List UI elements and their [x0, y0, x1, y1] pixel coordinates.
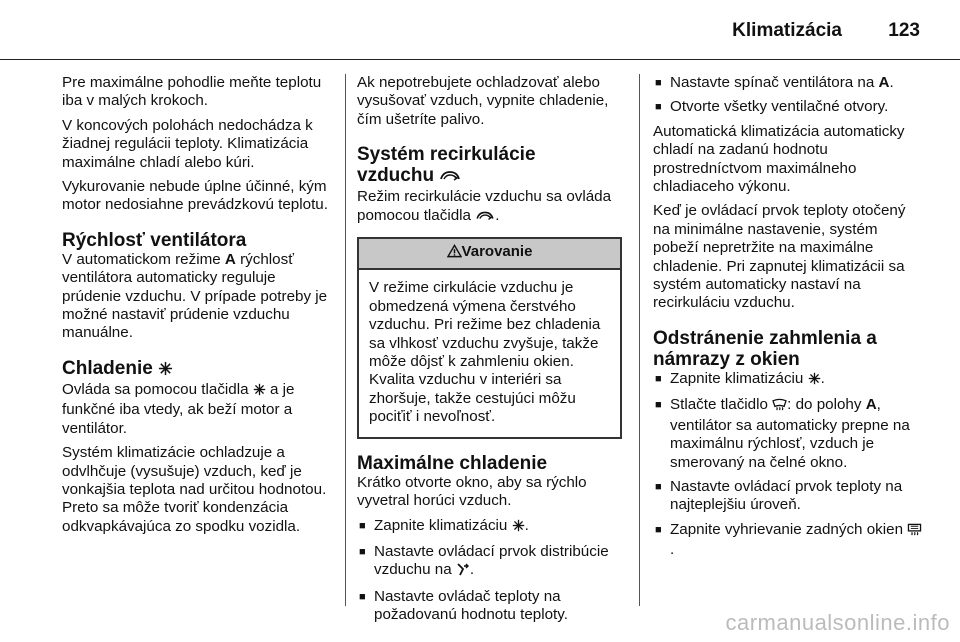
column-divider — [639, 74, 640, 606]
list-item: ■ Nastavte ovládací prvok teploty na najteplejšiu úroveň. — [655, 477, 903, 514]
list-item: ■ Zapnite vyhrievanie zadných okien . — [653, 521, 923, 560]
section-heading-recirculation: Systém recirkulácie vzduchu — [357, 144, 536, 187]
snowflake-icon — [512, 519, 525, 537]
paragraph: Pre maximálne pohodlie meňte teplotu iba v malých krokoch. — [62, 74, 322, 110]
warning-header: Varovanie — [359, 239, 620, 270]
snowflake-icon — [253, 383, 266, 401]
watermark: carmanualsonline.info — [725, 610, 950, 635]
header-rule — [0, 59, 960, 60]
paragraph: Režim recirkulácie vzduchu sa ovláda pomocou tlačidla . — [357, 188, 622, 227]
paragraph: Systém klimatizácie ochladzuje a odvlhčuje (vysušuje) vzduch, keď je vonkajšia teplota nad určitou hodnotou. Preto sa môže tvoriť kondenzácia odkvapkávajúca zo spodku vozidla. — [62, 444, 327, 535]
warning-triangle-icon — [447, 244, 462, 263]
page-header — [0, 0, 960, 60]
list-item: ■ Zapnite klimatizáciu . — [357, 517, 622, 537]
paragraph: Krátko otvorte okno, aby sa rýchlo vyvetral horúci vzduch. — [357, 473, 587, 510]
list-item: ■ Otvorte všetky ventilačné otvory. — [655, 98, 889, 116]
recirculation-car-icon — [439, 167, 461, 188]
snowflake-icon — [158, 360, 173, 381]
recirculation-car-icon — [475, 209, 495, 227]
bullet-list — [653, 74, 923, 117]
column-3 — [653, 74, 923, 566]
paragraph: Ovláda sa pomocou tlačidla a je funkčné iba vtedy, ak beží motor a ventilátor. — [62, 380, 295, 437]
paragraph: V automatickom režime A rýchlosť ventilátora automaticky reguluje prúdenie vzduchu. V prípade potreby je možné nastaviť prúdenie vzduchu manuálne. — [62, 250, 328, 342]
list-item: ■ Stlačte tlačidlo : do polohy A, ventilátor sa automaticky prepne na maximálnu rýchlosť, vzduch je smerovaný na čelné okno. — [655, 396, 910, 471]
column-2 — [357, 74, 622, 631]
column-1 — [62, 74, 332, 542]
section-heading-fan: Rýchlosť ventilátora — [62, 229, 247, 251]
paragraph: Automatická klimatizácia automaticky chladí na zadanú hodnotu prostredníctvom maximálneho chladiaceho výkonu. — [653, 122, 905, 196]
warning-box — [357, 237, 622, 439]
paragraph: V koncových polohách nedochádza k žiadnej regulácii teploty. Klimatizácia maximálne chladí alebo kúri. — [62, 116, 313, 171]
section-heading-max-cooling: Maximálne chladenie — [357, 452, 548, 474]
page-title: Klimatizácia — [732, 20, 842, 41]
air-distribution-icon — [456, 563, 470, 581]
section-heading-cooling: Chladenie — [62, 358, 332, 381]
warning-text: V režime cirkulácie vzduchu je obmedzená výmena čerstvého vzduchu. Pri režime bez chladenia sa vlhkosť vzduchu zvyšuje, takže môže dôjsť k zahmleniu okien. Kvalita vzduchu v interiéri sa zhoršuje, takže cestujúci môžu pociťiť i nevoľnosť. — [369, 279, 601, 426]
list-item: ■ Nastavte spínač ventilátora na A. — [655, 74, 894, 91]
paragraph: Vykurovanie nebude úplne účinné, kým motor nedosiahne prevádzkovú teplotu. — [62, 178, 328, 214]
list-item: ■ Nastavte ovládací prvok distribúcie vzduchu na . — [357, 543, 622, 582]
page-number: 123 — [888, 20, 920, 41]
paragraph: Keď je ovládací prvok teploty otočený na minimálne nastavenie, systém pobeží nepretržite na maximálne chladenie. Pri zapnutej klimatizácii sa systém automaticky nastaví na recirkuláciu vzduchu. — [653, 202, 906, 312]
snowflake-icon — [808, 372, 821, 390]
windshield-defrost-icon — [772, 398, 787, 416]
bullet-list — [357, 517, 622, 625]
list-item: ■ Nastavte ovládač teploty na požadovanú hodnotu teploty. — [359, 587, 568, 624]
section-heading-defrost: Odstránenie zahmlenia a námrazy z okien — [653, 327, 877, 370]
paragraph: Ak nepotrebujete ochladzovať alebo vysušovať vzduch, vypnite chladenie, čím ušetríte palivo. — [357, 74, 609, 128]
bullet-list — [653, 370, 923, 560]
column-divider — [345, 74, 346, 606]
list-item: ■ Zapnite klimatizáciu . — [653, 370, 923, 390]
rear-window-heat-icon — [907, 523, 922, 541]
